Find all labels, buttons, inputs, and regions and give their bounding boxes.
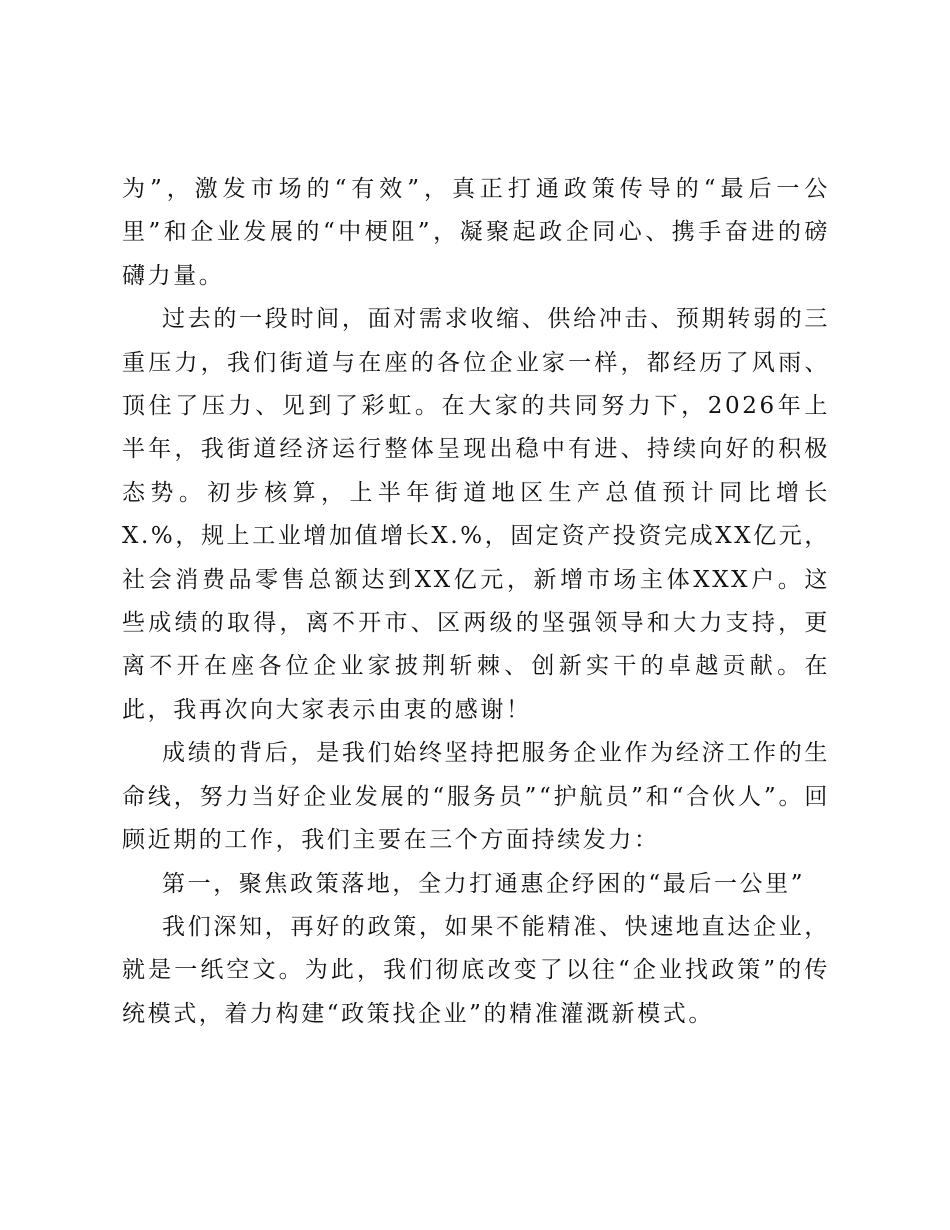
document-body	[122, 168, 830, 1036]
paragraph-service-approach: 成绩的背后，是我们始终坚持把服务企业作为经济工作的生命线，努力当好企业发展的“服务员”“护航员”和“合伙人”。回顾近期的工作，我们主要在三个方面持续发力：	[122, 740, 830, 854]
paragraph-economic-performance: 过去的一段时间，面对需求收缩、供给冲击、预期转弱的三重压力，我们街道与在座的各位企业家一样，都经历了风雨、顶住了压力、见到了彩虹。在大家的共同努力下，2026年上半年，我街道经济运行整体呈现出稳中有进、持续向好的积极态势。初步核算，上半年街道地区生产总值预计同比增长X.%，规上工业增加值增长X.%，固定资产投资完成XX亿元，社会消费品零售总额达到XX亿元，新增市场主体XXX户。这些成绩的取得，离不开市、区两级的坚强领导和大力支持，更离不开在座各位企业家披荆斩棘、创新实干的卓越贡献。在此，我再次向大家表示由衷的感谢！	[122, 306, 830, 723]
paragraph-policy-delivery: 我们深知，再好的政策，如果不能精准、快速地直达企业，就是一纸空文。为此，我们彻底改变了以往“企业找政策”的传统模式，着力构建“政策找企业”的精准灌溉新模式。	[122, 913, 830, 1027]
section-heading-policy: 第一，聚焦政策落地，全力打通惠企纾困的“最后一公里”	[162, 870, 806, 897]
paragraph-continuation: 为”，激发市场的“有效”，真正打通政策传导的“最后一公里”和企业发展的“中梗阻”，凝聚起政企同心、携手奋进的磅礴力量。	[122, 176, 830, 289]
